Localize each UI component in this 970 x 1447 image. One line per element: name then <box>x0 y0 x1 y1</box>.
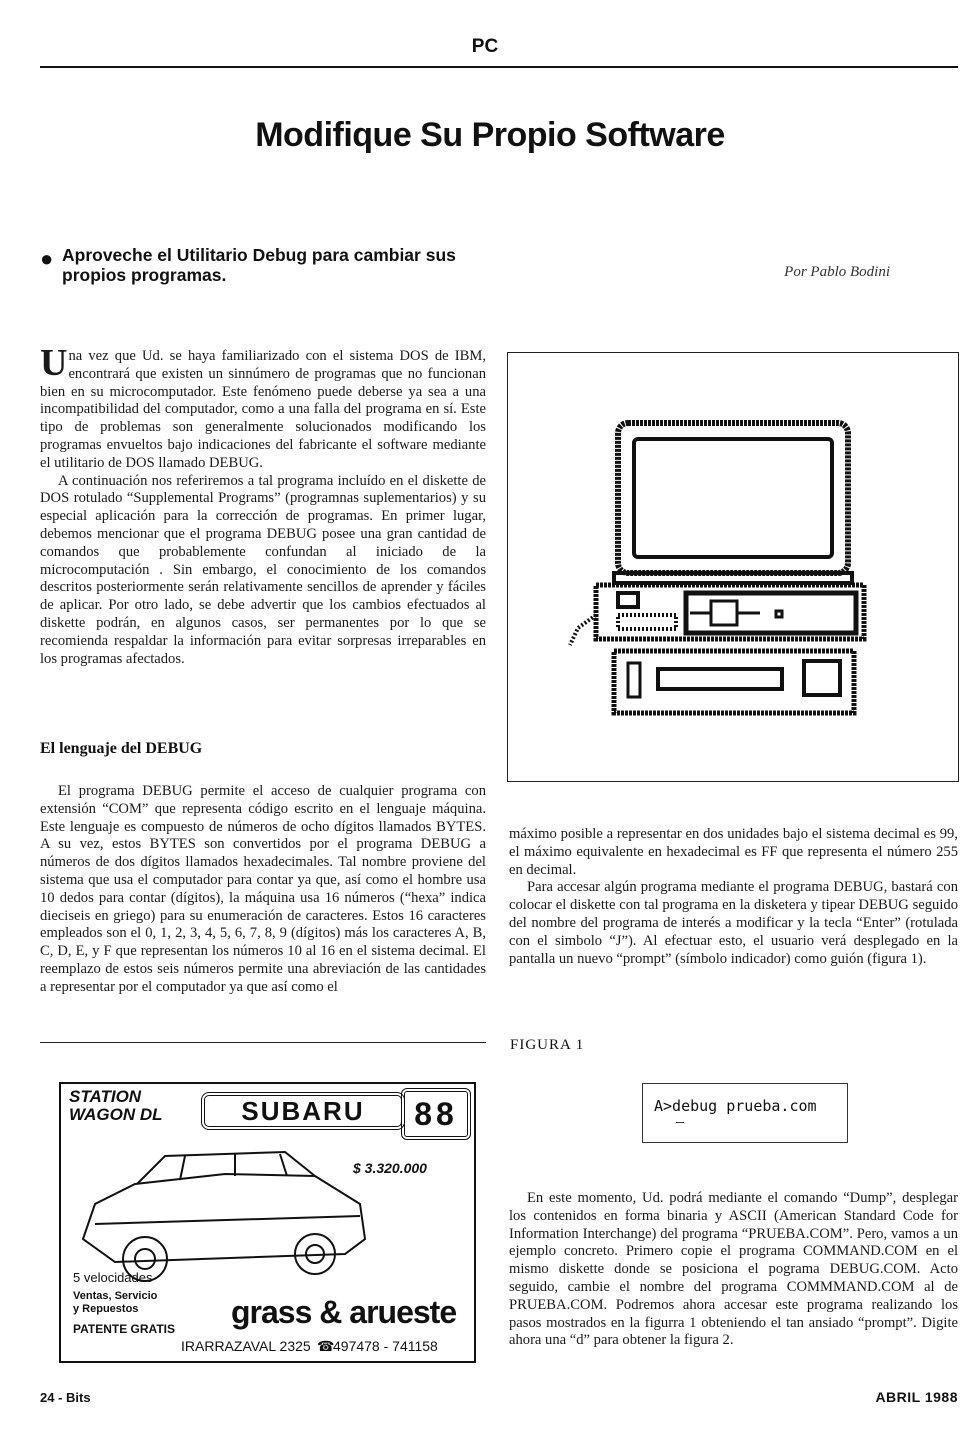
section-heading: El lenguaje del DEBUG <box>40 740 203 757</box>
footer-page: 24 - Bits <box>40 1390 91 1405</box>
intro-paragraph-2: A continuación nos referiremos a tal programa incluído en el diskette de DOS rotulado “Supplemental Programs” (programnas suplementarios) y su especial aplicación para la corrección de programas. En primer lugar, debemos mencionar que el programa DEBUG posee una gran cantidad de comandos que probablemente confundan al iniciado de la microcomputación . Sin embargo, el conocimiento de los comandos descritos posteriormente serán relativamente sencillos de aprender y fáciles de aplicar. Por otro lado, se debe advertir que los cambios efectuados al diskette podrán, en algunos casos, ser permanentes por lo que se recomienda respaldar la información para evitar sorpresas irreparables en los programas afectados. <box>40 472 486 667</box>
top-rule <box>40 66 958 68</box>
ad-brand-logo: SUBARU <box>201 1092 405 1130</box>
phone-icon: ☎ <box>317 1338 335 1354</box>
computer-illustration <box>508 353 958 781</box>
right-text-top <box>509 826 958 968</box>
ad-model-line2: WAGON DL <box>69 1105 163 1124</box>
subaru-advertisement <box>59 1082 476 1363</box>
right-paragraph-2: Para accesar algún programa mediante el programa DEBUG, bastará con colocar el diskette con tal programa en la disketera y tipear DEBUG seguido del nombre del programa de interés a modificar y la tecla “Enter” (rotulada con el simbolo “J”). Al efectuar esto, el usuario verá desplegado en la pantalla un nuevo “prompt” (símbolo indicador) como guión (figura 1). <box>509 879 958 967</box>
ad-feature-2: Ventas, Servicio <box>73 1290 158 1302</box>
lang-paragraph-1: El programa DEBUG permite el acceso de cualquier programa con extensión “COM” que representa código escrito en el lenguaje máquina. Este lenguaje es compuesto de números de ocho dígitos llamados BYTES. A su vez, estos BYTES son convertidos por el programa DEBUG a números de dos dígitos llamados hexadecimales. Tal nombre proviene del sistema que usa el computador para contar ya que, así como el hombre usa 10 dedos para contar (dígitos), la máquina usa 16 números (“hexa” indica dieciseis en griego) para su enumeración de caracteres. Estos 16 caracteres empleados son el 0, 1, 2, 3, 4, 5, 6, 7, 8, 9 (dígitos) más los caracteres A, B, C, D, E, y F que representan los números 10 al 16 en el sistema decimal. El reemplazo de estos seis números permite una abreviación de las cantidades a representar por el computador ya que así como el <box>40 783 486 995</box>
byline: Por Pablo Bodini <box>784 264 890 280</box>
right-text-bottom <box>509 1190 958 1350</box>
figure-command: A>debug prueba.com <box>654 1097 817 1115</box>
right-paragraph-1: máximo posible a representar en dos unidades bajo el sistema decimal es 99, el máximo equivalente en hexadecimal es FF que representa el número 255 en decimal. <box>509 826 958 878</box>
computer-illustration-frame <box>507 352 959 782</box>
bullet-icon: ● <box>40 246 54 271</box>
ad-phones: 497478 - 741158 <box>333 1338 438 1354</box>
ad-dealer-logo: grass & arueste <box>231 1294 457 1330</box>
ad-feature-4: PATENTE GRATIS <box>73 1322 175 1336</box>
cursor-icon <box>676 1122 684 1123</box>
ad-price: $ 3.320.000 <box>353 1160 427 1176</box>
intro-paragraph-1: na vez que Ud. se haya familiarizado con el sistema DOS de IBM, encontrará que existen un sinnúmero de programas que no funcionan bien en su microcomputador. Este fenómeno puede deberse ya sea a una incompatibilidad del computador, como a una falla del programa en sí. Este tipo de problemas son generalmente solucionados modificando los programas envueltos bajo indicaciones del fabricante el software mediante el utilitario de DOS llamado DEBUG. <box>40 348 486 471</box>
ad-address: IRARRAZAVAL 2325 <box>181 1338 311 1354</box>
column-rule <box>40 1042 486 1043</box>
ad-feature-1: 5 velocidades <box>73 1270 153 1285</box>
section-tag: PC <box>471 36 499 57</box>
ad-feature-3: y Repuestos <box>73 1303 139 1315</box>
drop-cap: U <box>40 342 68 384</box>
intro-text <box>40 342 486 668</box>
article-subtitle: Aproveche el Utilitario Debug para cambiar sus propios programas. <box>62 245 456 285</box>
lang-text <box>40 783 486 997</box>
article-title: Modifique Su Propio Software <box>255 116 725 154</box>
figure-label: FIGURA 1 <box>510 1037 585 1053</box>
footer-date: ABRIL 1988 <box>875 1389 958 1405</box>
ad-model-line1: STATION <box>69 1087 142 1106</box>
right-paragraph-3: En este momento, Ud. podrá mediante el comando “Dump”, desplegar los contenidos en forma binaria y ASCII (American Standard Code for Information Interchange) del programa “PRUEBA.COM”. Pero, vamos a un ejemplo concreto. Primero copie el programa COMMAND.COM en el mismo diskette donde se posiciona el pograma DEBUG.COM. Acto seguido, cambie el nombre del programa COMMMAND.COM al de PRUEBA.COM. Podremos ahora accesar este programa realizando los pasos mostrados en la figurra 1 obteniendo el tan ansiado “prompt”. Digite ahora una “d” para obtener la figura 2. <box>509 1190 958 1349</box>
ad-badge: 88 <box>401 1088 471 1140</box>
